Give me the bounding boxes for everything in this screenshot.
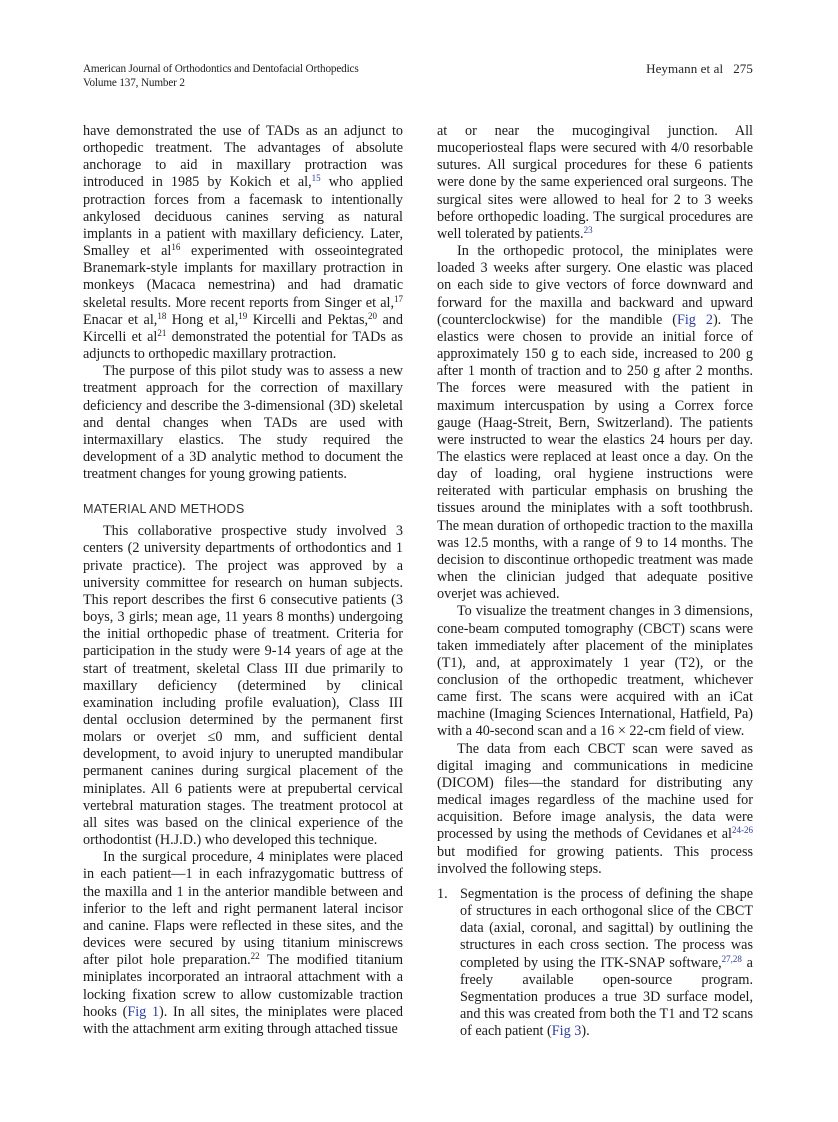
reference-superscript: 19 [238, 310, 248, 321]
figure-link-fig1[interactable]: Fig 1 [127, 1003, 160, 1020]
figure-link-fig2[interactable]: Fig 2 [676, 311, 713, 328]
reference-superscript: 20 [368, 310, 378, 321]
author-page [646, 62, 753, 76]
journal-volume: Volume 137, Number 2 [83, 77, 185, 89]
reference-superscript: 17 [394, 293, 403, 304]
reference-superscript: 21 [157, 327, 167, 338]
paragraph-dicom-processing: The data from each CBCT scan were saved as digital imaging and communications in medicine (DICOM) files—the standard for distributing any medical images regardless of the machine used for acquisition. Before image analysis, the data were processed by using the methods of Cevidanes et al$^{24-26}$ but modified for growing patients. This process involved the following steps. [437, 740, 753, 877]
left-column [83, 123, 403, 1038]
paragraph-tads-background: have demonstrated the use of TADs as an adjunct to orthopedic treatment. The advantages of absolute anchorage to aid in maxillary protraction was introduced in 1985 by Kokich et al,$^{15}$ who applied protraction forces from a facemask to intentionally ankylosed deciduous canines serving as natural implants in a patient with maxillary deficiency. Later, Smalley et $al^{16}$ experimented with osseointegrated Branemark-style implants for maxillary protraction in monkeys (Macaca nemestrina) and had dramatic skeletal results. More recent reports from Singer et al,$^{17}$ Enacar et al,$^{18}$ Hong et al,$^{19}$ Kircelli and Pektas,$^{20}$ and Kircelli et $al^{21}$ demonstrated the potential for TADs as adjuncts to orthopedic maxillary protraction. [83, 123, 404, 363]
paragraph-surgical-procedure: In the surgical procedure, 4 miniplates were placed in each patient—1 in each infrazygomatic buttress of the maxilla and 1 in the anterior mandible between and inferior to the left and right permanent lateral incisor and canine. Flaps were reflected in these sites, and the devices were secured by using titanium miniscrews after pilot hole preparation.$^{22}$ The modified titanium miniplates incorporated an intraoral attachment with a locking fixation screw to allow customizable traction hooks (Fig 1). In all sites, the miniplates were placed with the attachment arm exiting through attached tissue [83, 849, 403, 1037]
right-column [437, 123, 753, 1040]
paragraph-orthopedic-protocol: In the orthopedic protocol, the miniplates were loaded 3 weeks after surgery. One elastic was placed on each side to give vectors of force downward and forward for the maxilla and backward and upward (counterclockwise) for the mandible (Fig 2). The elastics were chosen to provide an initial force of approximately 150 g to each side, increased to 200 g after 1 month of traction and to 250 g after 2 months. The forces were measured with the patient in maximum intercuspation by using a Correx force gauge (Haag-Streit, Bern, Switzerland). The patients were instructed to wear the elastics 24 hours per day. The elastics were replaced at least once a day. On the day of loading, oral hygiene instructions were reiterated with particular emphasis on brushing the tissues around the miniplates with a soft toothbrush. The mean duration of orthopedic traction to the maxilla was 12.5 months, with a range of 9 to 14 months. The decision to discontinue orthopedic treatment was made when the clinician judged that adequate positive overjet was achieved. [437, 243, 753, 603]
reference-link[interactable]: 24-26 [732, 825, 753, 836]
reference-superscript: 18 [157, 310, 167, 321]
list-item-segmentation: 1. Segmentation is the process of defining the shape of structures in each orthogonal slice of the CBCT data (axial, coronal, and sagittal) by outlining the structures in each cross section. The process was completed by using the ITK-SNAP software,$^{27,28}$ a freely available open-source program. Segmentation produces a true 3D surface model, and this was created from both the T1 and T2 scans of each patient (Fig 3). [437, 885, 753, 1040]
page-number: 275 [733, 61, 753, 76]
paragraph-surgery-continued: at or near the mucogingival junction. All mucoperiosteal flaps were secured with 4/0 resorbable sutures. All surgical procedures for these 6 patients were done by the same experienced oral surgeons. The surgical sites were allowed to heal for 2 to 3 weeks before orthopedic loading. The surgical procedures are well tolerated by patients.$^{23}$ [437, 123, 753, 242]
list-number: 1. [437, 885, 448, 902]
section-heading-methods: MATERIAL AND METHODS [83, 502, 245, 517]
reference-superscript: 22 [250, 951, 260, 962]
processing-steps-list [437, 886, 753, 1040]
figure-link-fig3[interactable]: Fig 3 [551, 1023, 582, 1040]
reference-link[interactable]: 15 [311, 173, 321, 184]
reference-link[interactable]: 23 [583, 224, 593, 235]
reference-superscript: 16 [171, 242, 181, 253]
paragraph-cbct-scans: To visualize the treatment changes in 3 dimensions, cone-beam computed tomography (CBCT) scans were taken immediately after placement of the miniplates (T1), and, at approximately 1 year (T2), or the conclusion of the orthopedic treatment, whichever came first. The scans were acquired with an iCat machine (Imaging Sciences International, Hatfield, Pa) with a 40-second scan and a 16 × 22-cm field of view. [437, 603, 753, 740]
paragraph-study-design: This collaborative prospective study involved 3 centers (2 university departments of orthodontics and 1 private practice). The project was approved by a university committee for research on human subjects. This report describes the first 6 consecutive patients (3 boys, 3 girls; mean age, 11 years 8 months) undergoing the initial orthopedic phase of treatment. Criteria for participation in the study were 9-14 years of age at the start of treatment, skeletal Class III due primarily to maxillary deficiency (determined by clinical examination including profile evaluation), Class III dental occlusion determined by the permanent first molars or overjet ≤0 mm, and sufficient dental development, to avoid injury to unerupted mandibular permanent canines during surgical placement of the miniplates. All 6 patients were at prepubertal cervical vertebral maturation stages. The treatment protocol at all sites was based on the clinical experience of the orthodontist (H.J.D.) who developed this technique. [83, 523, 403, 849]
journal-title: American Journal of Orthodontics and Dentofacial Orthopedics [83, 63, 359, 75]
running-authors: Heymann et al [646, 61, 724, 76]
reference-link[interactable]: 27,28 [721, 953, 742, 964]
journal-info [83, 62, 359, 90]
paragraph-study-purpose: The purpose of this pilot study was to assess a new treatment approach for the correction of maxillary deficiency and describe the 3-dimensional (3D) skeletal and dental changes when TADs are used with intermaxillary elastics. The study required the development of a 3D analytic method to document the treatment changes for young growing patients. [83, 363, 403, 483]
